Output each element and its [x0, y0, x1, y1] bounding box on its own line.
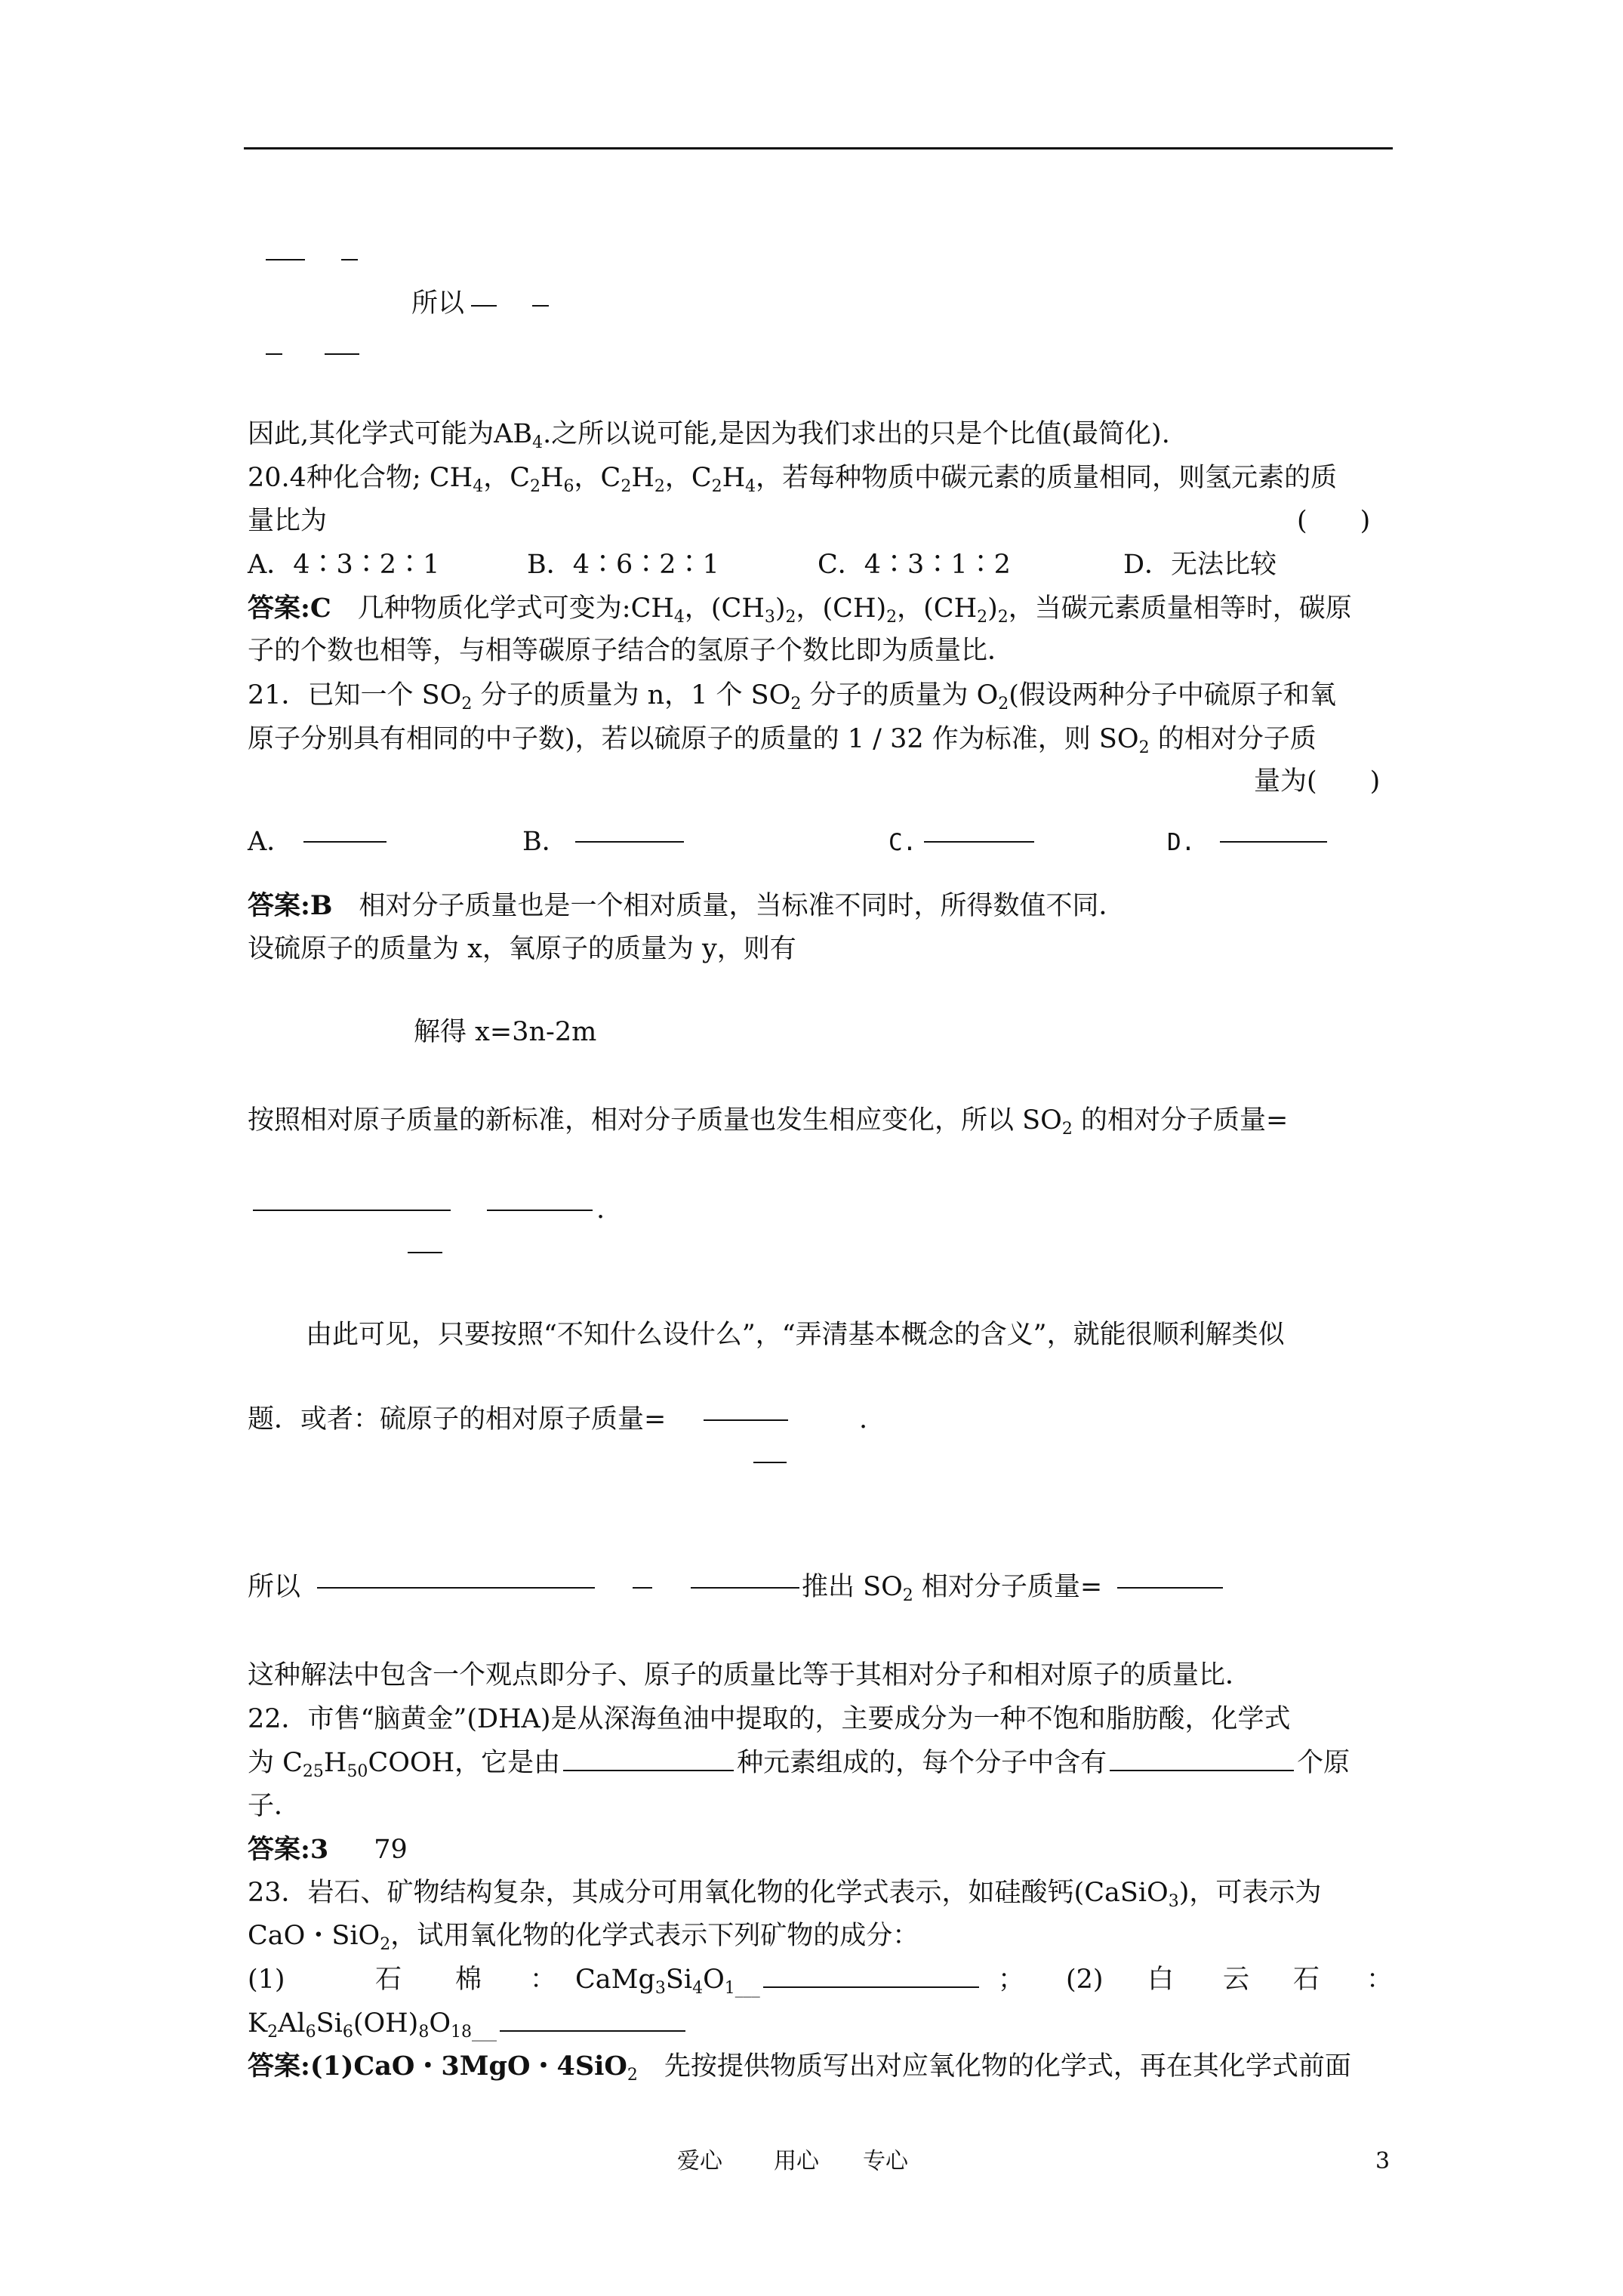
subscript: 2 — [461, 695, 473, 713]
text-run: A．4∶3∶2∶1 — [248, 550, 440, 580]
text-run: . — [859, 1404, 868, 1435]
text-run: O — [429, 2008, 451, 2039]
text-run: (OH) — [353, 2008, 419, 2039]
text-run: ，试用氧化物的化学式表示下列矿物的成分： — [390, 1921, 919, 1951]
text-run: A． — [248, 827, 294, 857]
text-run: ) — [775, 593, 786, 624]
question-23-line-1 — [248, 1876, 1321, 1909]
question-22-line-2 — [248, 1746, 1350, 1780]
text-run: H — [540, 463, 564, 493]
subscript: 2 — [1061, 1120, 1073, 1139]
text-run: COOH，它是由 — [368, 1748, 561, 1778]
text-run: (假设两种分子中硫原子和氧 — [1009, 680, 1336, 710]
text-run: CH — [429, 463, 473, 493]
text-run: 白 — [1147, 1965, 1175, 1995]
answer-label: 答案:(1)CaO・3MgO・4SiO — [248, 2051, 627, 2082]
text-run: H — [323, 1748, 347, 1778]
subscript: 2 — [785, 608, 796, 627]
answer-label: 答案:B — [248, 890, 333, 921]
subscript: 3 — [1168, 1892, 1179, 1911]
subscript: 2 — [886, 608, 898, 627]
answer-line — [248, 592, 1352, 625]
footer-motto — [677, 2148, 722, 2175]
subscript: 8 — [418, 2023, 430, 2042]
text-line — [1366, 1963, 1393, 1996]
question-20-line-2 — [248, 504, 327, 538]
subscript: 2 — [627, 2066, 638, 2085]
subscript: 2 — [902, 1586, 913, 1605]
fraction-bar — [691, 1587, 799, 1589]
fraction-bar — [1117, 1587, 1223, 1589]
fraction-bar — [633, 1587, 652, 1589]
text-run: 个原 — [1297, 1748, 1350, 1778]
text-run: 种元素组成的，每个分子中含有 — [737, 1748, 1107, 1778]
subscript: 6 — [342, 2023, 353, 2042]
fraction-bar — [532, 305, 549, 307]
text-run: Si — [665, 1965, 693, 1995]
option-a — [248, 825, 293, 858]
fraction-bar — [253, 1210, 451, 1211]
text-run: K — [248, 2008, 268, 2039]
text-run: C．4∶3∶1∶2 — [818, 550, 1011, 580]
text-run: ，若每种物质中碳元素的质量相同，则氢元素的质 — [756, 463, 1338, 493]
fraction-bar — [704, 1419, 788, 1421]
text-run: 几种物质化学式可变为:CH — [331, 593, 674, 624]
text-line — [1223, 1963, 1249, 1996]
text-run: 分子的质量为 n，1 个 SO — [472, 680, 791, 710]
question-21-line-1 — [248, 679, 1336, 712]
text-run: ： — [1366, 1965, 1394, 1995]
question-20-line-1: 20.4种化合物; $CH_4$，$C_2H_6$，$C_2H_2$，$C_2H_4$，若每种物质中碳元素的质量相同，则氢元素的质 — [248, 463, 1338, 496]
subscript: 4 — [532, 433, 544, 452]
fraction-bar — [487, 1210, 593, 1211]
subscript: ___ — [735, 1979, 760, 1998]
answer-blank — [500, 2030, 685, 2032]
subscript: 1 — [724, 1979, 735, 1998]
text-run: B． — [522, 827, 568, 857]
question-21-line-2 — [248, 723, 1317, 756]
text-run: ，(CH) — [796, 593, 887, 624]
text-run: H — [722, 463, 746, 493]
text-line — [802, 1570, 1102, 1604]
formula — [575, 1963, 982, 1996]
text-run: 所以 — [411, 288, 465, 319]
text-line — [1066, 1963, 1104, 1996]
text-line — [248, 634, 1014, 667]
question-22-line-1 — [248, 1703, 1291, 1736]
text-line — [248, 932, 796, 966]
text-line — [248, 1659, 1252, 1692]
subscript: 6 — [305, 2023, 316, 2042]
text-run: 云 — [1223, 1965, 1250, 1995]
text-line — [530, 1963, 556, 1996]
text-line — [998, 1963, 1024, 1996]
text-line — [248, 418, 1170, 451]
text-run: ； — [998, 1965, 1025, 1995]
text-run: 为 C — [248, 1748, 303, 1778]
text-run: 因此,其化学式可能为AB — [248, 419, 533, 449]
text-run: ： — [530, 1965, 557, 1995]
answer-line — [248, 2050, 1351, 2083]
answer-blank — [563, 1770, 734, 1771]
text-run: 按照相对原子质量的新标准，相对分子质量也发生相应变化，所以 SO — [248, 1105, 1062, 1136]
fraction-bar — [408, 1252, 442, 1253]
option-c — [888, 826, 916, 859]
option-b — [527, 548, 719, 581]
text-run: 量比为 — [248, 506, 328, 536]
subscript: 4 — [473, 477, 484, 496]
option-d — [1167, 826, 1195, 859]
subscript: 2 — [1138, 738, 1150, 757]
text-run: C — [691, 463, 712, 493]
text-run: 的相对分子质 — [1149, 724, 1317, 754]
text-run: 专心 — [863, 2148, 908, 2174]
subscript: 2 — [380, 1935, 391, 1954]
footer-motto — [863, 2148, 908, 2175]
text-run: 推出 SO — [802, 1572, 903, 1602]
fraction-bar — [575, 841, 684, 843]
fraction-bar — [317, 1587, 595, 1589]
text-run: 先按提供物质写出对应氧化物的化学式，再在其化学式前面 — [637, 2051, 1351, 2082]
text-run: 题．或者：硫原子的相对原子质量= — [248, 1404, 667, 1435]
subscript: 4 — [692, 1979, 704, 1998]
subscript: 50 — [346, 1762, 368, 1781]
text-run: O — [703, 1965, 725, 1995]
fraction-bar — [266, 353, 282, 355]
subscript: 2 — [654, 477, 665, 496]
text-run: C — [510, 463, 530, 493]
text-run: .之所以说可能,是因为我们求出的只是个比值(最简化). — [543, 419, 1170, 449]
fraction-bar — [753, 1462, 787, 1463]
text-run: ，当碳元素质量相等时，碳原 — [1008, 593, 1352, 624]
text-run: D. — [1167, 829, 1196, 856]
answer-label: 答案:C — [248, 593, 331, 624]
text-run: )，可表示为 — [1178, 1878, 1322, 1908]
text-line — [248, 1403, 666, 1436]
answer-line — [248, 889, 1126, 923]
subscript: 2 — [621, 477, 632, 496]
subscript: 3 — [654, 1979, 666, 1998]
text-run: 相对分子质量也是一个相对质量，当标准不同时，所得数值不同． — [332, 891, 1126, 921]
text-run: 爱心 — [677, 2148, 722, 2174]
text-run: 相对分子质量= — [913, 1572, 1103, 1602]
text-run: 分子的质量为 O — [801, 680, 999, 710]
text-run: 设硫原子的质量为 x，氧原子的质量为 y，则有 — [248, 934, 796, 964]
text-run: D．无法比较 — [1123, 550, 1277, 580]
question-number: 20.4 — [248, 463, 306, 493]
subscript: 2 — [529, 477, 540, 496]
subscript: 2 — [997, 608, 1009, 627]
fraction-bar — [924, 841, 1034, 843]
answer-line — [248, 1833, 408, 1866]
subscript: 25 — [302, 1762, 324, 1781]
text-run: 用心 — [774, 2148, 819, 2174]
text-run: 由此可见，只要按照“不知什么设什么”，“弄清基本概念的含义”，就能很顺利解类似 — [306, 1320, 1285, 1350]
header-rule — [244, 147, 1393, 149]
text-run: 解得 x=3n-2m — [414, 1017, 597, 1047]
fraction-bar — [303, 841, 387, 843]
text-run: 的相对分子质量= — [1072, 1105, 1289, 1136]
fraction-bar — [341, 259, 358, 260]
text-line — [248, 1789, 300, 1823]
option-c — [818, 548, 1011, 581]
fraction-bar — [325, 353, 359, 355]
text-line — [248, 1963, 285, 1996]
text-line — [375, 1963, 402, 1996]
footer-motto — [774, 2148, 819, 2175]
option-a — [248, 548, 439, 581]
subscript: 2 — [998, 695, 1009, 713]
subscript: 18 — [451, 2023, 473, 2042]
page-number — [1375, 2148, 1390, 2175]
answer-blank — [1110, 1770, 1294, 1771]
text-run: 子． — [248, 1791, 301, 1821]
text-run: . — [596, 1194, 605, 1225]
text-run: Si — [316, 2008, 343, 2039]
text-run: H — [631, 463, 654, 493]
text-run: 原子分别具有相同的中子数)，若以硫原子的质量的 1 / 32 作为标准，则 SO — [248, 724, 1139, 754]
text-run: C — [600, 463, 621, 493]
text-run: ) — [987, 593, 998, 624]
text-run: ，(CH — [897, 593, 978, 624]
text-run: 量为( ) — [1254, 766, 1381, 797]
text-line — [1293, 1963, 1320, 1996]
text-line — [1147, 1963, 1174, 1996]
text-run: 21．已知一个 SO — [248, 680, 462, 710]
subscript: 4 — [745, 477, 756, 496]
text-line — [455, 1963, 482, 1996]
text-run: Al — [278, 2008, 306, 2039]
text-run: 子的个数也相等，与相等碳原子结合的氢原子个数比即为质量比． — [248, 636, 1015, 666]
fraction-bar — [471, 305, 497, 307]
text-run: ( ) — [1297, 506, 1371, 536]
text-run: CaMg — [575, 1965, 655, 1995]
answer-value: 79 — [374, 1835, 408, 1865]
fraction-bar — [1220, 841, 1327, 843]
question-21-line-3 — [1254, 765, 1380, 798]
text-run: 这种解法中包含一个观点即分子、原子的质量比等于其相对分子和相对原子的质量比． — [248, 1660, 1252, 1690]
formula — [248, 2007, 688, 2040]
text-line — [414, 1015, 596, 1049]
text-line — [859, 1403, 867, 1436]
subscript: 2 — [790, 695, 802, 713]
text-run: B．4∶6∶2∶1 — [527, 550, 719, 580]
text-line — [596, 1193, 605, 1226]
text-run: ，(CH — [684, 593, 765, 624]
text-run: 棉 — [455, 1965, 482, 1995]
subscript: 2 — [711, 477, 722, 496]
subscript: 4 — [673, 608, 685, 627]
fraction-bar — [266, 259, 305, 260]
text-run: C. — [888, 829, 917, 856]
option-b — [522, 825, 568, 858]
subscript: 2 — [267, 2023, 279, 2042]
subscript: 2 — [977, 608, 988, 627]
text-run: (2) — [1066, 1965, 1104, 1995]
text-run: 所以 — [248, 1572, 301, 1602]
text-line — [411, 287, 464, 320]
text-run: 石 — [1293, 1965, 1320, 1995]
answer-label: 答案:3 — [248, 1834, 329, 1865]
text-run: (1) — [248, 1965, 285, 1995]
answer-blank — [763, 1986, 979, 1988]
text-line — [306, 1318, 1285, 1351]
subscript: ___ — [472, 2023, 497, 2042]
text-run: 3 — [1375, 2148, 1390, 2174]
answer-bracket — [1297, 504, 1370, 538]
option-d — [1123, 548, 1277, 581]
text-line — [248, 1104, 1288, 1137]
text-run: CaO・SiO — [248, 1921, 380, 1951]
subscript: 3 — [764, 608, 775, 627]
text-line — [248, 1570, 300, 1604]
text-run: 种化合物; — [306, 463, 421, 493]
question-23-line-2 — [248, 1919, 919, 1952]
text-run: 23．岩石、矿物结构复杂，其成分可用氧化物的化学式表示，如硅酸钙(CaSiO — [248, 1878, 1169, 1908]
text-run: 石 — [375, 1965, 402, 1995]
text-run: 22．市售“脑黄金”(DHA)是从深海鱼油中提取的，主要成分为一种不饱和脂肪酸，化学式 — [248, 1704, 1291, 1734]
subscript: 6 — [563, 477, 574, 496]
